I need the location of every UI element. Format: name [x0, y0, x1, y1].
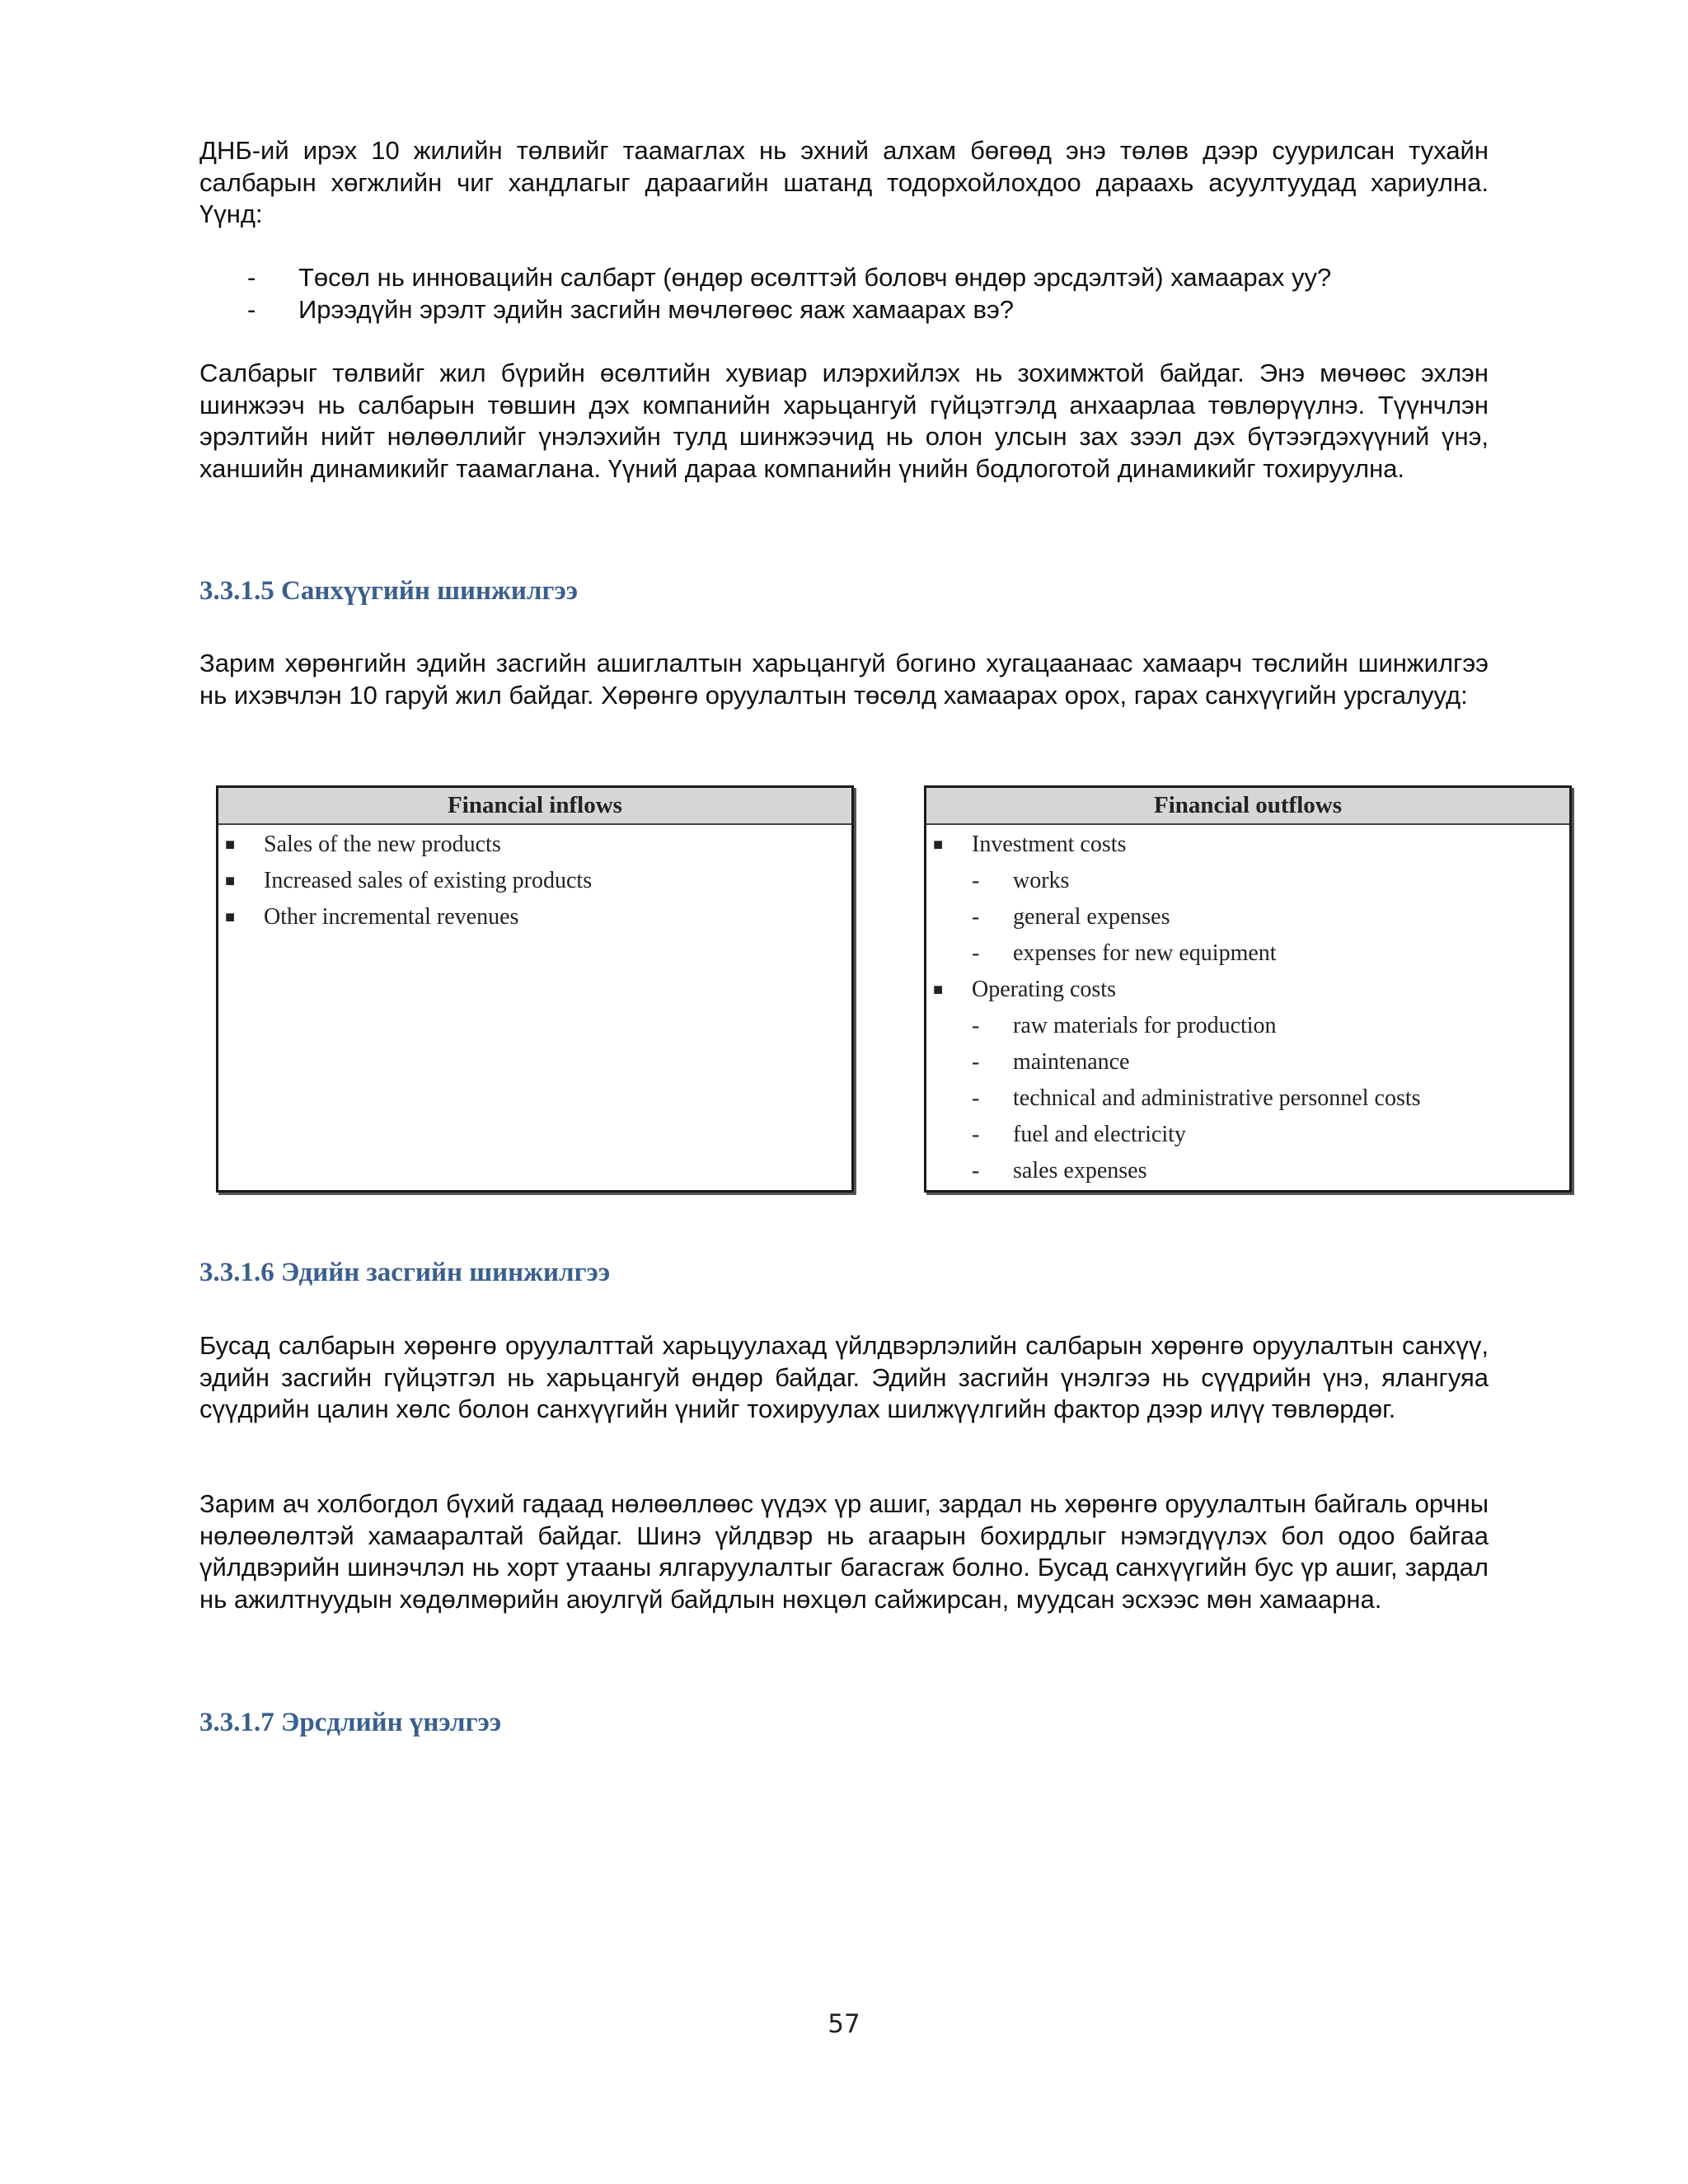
financial-analysis-paragraph: Зарим хөрөнгийн эдийн засгийн ашиглалтын харьцангуй богино хугацаанаас хамаарч төслийн шинжилгээ нь ихэвчлэн 10 гаруй жил байдаг. Хөрөнгө оруулалтын төсөлд хамаарах орох, гарах санхүүгийн урсгалууд: — [199, 649, 1489, 710]
outflow-text: expenses for new equipment — [1013, 940, 1277, 966]
outflows-header: Financial outflows — [926, 788, 1569, 825]
list-item — [926, 1008, 1569, 1044]
inflow-text: Increased sales of existing products — [264, 868, 593, 893]
list-item — [926, 899, 1569, 935]
section-heading-3-3-1-7: 3.3.1.7 Эрсдлийн үнэлгээ — [199, 1708, 502, 1737]
list-item — [218, 899, 851, 935]
intro-paragraph: ДНБ-ий ирэх 10 жилийн төлвийг таамаглах нь эхний алхам бөгөөд энэ төлөв дээр суурилсан тухайн салбарын хөгжлийн чиг хандлагыг дараагийн шатанд тодорхойлохдоо дараахь асуултуудад хариулна. Үүнд: — [199, 136, 1489, 228]
economic-analysis-paragraph-2: Зарим ач холбогдол бүхий гадаад нөлөөллөөс үүдэх үр ашиг, зардал нь хөрөнгө оруулалтын байгаль орчны нөлөөлөлтэй хамааралтай байдаг. Шинэ үйлдвэр нь агаарын бохирдлыг нэмэгдүүлэх бол одоо байгаа үйлдвэрийн шинэчлэл нь хорт утааны ялгаруулалтыг багасгаж болно. Бусад санхүүгийн бус үр ашиг, зардал нь ажилтнуудын хөдөлмөрийн аюулгүй байдлын нөхцөл сайжирсан, муудсан эсхээс мөн хамаарна. — [199, 1489, 1489, 1614]
sector-paragraph: Салбарыг төлвийг жил бүрийн өсөлтийн хувиар илэрхийлэх нь зохимжтой байдаг. Энэ мөчөөс эхлэн шинжээч нь салбарын төвшин дэх компанийн харьцангуй гүйцэтгэлд анхаарлаа төвлөрүүлнэ. Түүнчлэн эрэлтийн нийт нөлөөллийг үнэлэхийн тулд шинжээчид нь олон улсын зах зээл дэх бүтээгдэхүүний үнэ, ханшийн динамикийг таамаглана. Үүний дараа компанийн үнийн бодлоготой динамикийг тохируулна. — [199, 359, 1489, 483]
list-item — [926, 827, 1569, 863]
outflow-text: general expenses — [1013, 904, 1170, 930]
outflow-text: raw materials for production — [1013, 1013, 1277, 1038]
economic-analysis-paragraph-1: Бусад салбарын хөрөнгө оруулалттай харьцуулахад үйлдвэрлэлийн салбарын хөрөнгө оруулалтын санхүү, эдийн засгийн гүйцэтгэл нь харьцангуй өндөр байдаг. Эдийн засгийн үнэлгээ нь сүүдрийн үнэ, ялангуяа сүүдрийн цалин хөлс болон санхүүгийн үнийг тохируулах шилжүүлгийн фактор дээр илүү төвлөрдөг. — [199, 1331, 1489, 1423]
outflow-group-label: Operating costs — [972, 977, 1116, 1002]
outflow-text: fuel and electricity — [1013, 1122, 1186, 1147]
list-item — [247, 262, 1484, 294]
outflow-text: maintenance — [1013, 1049, 1130, 1075]
questions-list — [247, 262, 1484, 326]
inflow-text: Sales of the new products — [264, 832, 501, 857]
dash-marker: - — [972, 1013, 980, 1038]
square-bullet-icon: ■ — [933, 981, 944, 999]
square-bullet-icon: ■ — [933, 836, 944, 854]
square-bullet-icon: ■ — [225, 872, 236, 890]
outflow-group-label: Investment costs — [972, 832, 1127, 857]
page-number: 57 — [828, 2009, 860, 2039]
square-bullet-icon: ■ — [225, 836, 236, 854]
dash-marker: - — [972, 1122, 980, 1147]
outflow-text: works — [1013, 868, 1070, 893]
list-item — [926, 1080, 1569, 1117]
list-item — [247, 294, 1484, 326]
question-text: Ирээдүйн эрэлт эдийн засгийн мөчлөгөөс яаж хамаарах вэ? — [298, 294, 1015, 324]
inflow-text: Other incremental revenues — [264, 904, 519, 930]
section-heading-3-3-1-6: 3.3.1.6 Эдийн засгийн шинжилгээ — [199, 1258, 611, 1287]
list-item — [218, 827, 851, 863]
dash-marker: - — [972, 904, 980, 930]
dash-marker: - — [972, 940, 980, 966]
list-item — [926, 863, 1569, 899]
outflow-text: sales expenses — [1013, 1158, 1147, 1183]
dash-marker: - — [247, 263, 256, 292]
financial-inflows-table — [216, 785, 854, 1193]
square-bullet-icon: ■ — [225, 908, 236, 926]
section-heading-3-3-1-5: 3.3.1.5 Санхүүгийн шинжилгээ — [199, 576, 578, 606]
dash-marker: - — [247, 294, 256, 324]
list-item — [926, 1117, 1569, 1153]
list-item — [926, 1153, 1569, 1189]
dash-marker: - — [972, 868, 980, 893]
list-item — [926, 1044, 1569, 1080]
list-item — [218, 863, 851, 899]
inflows-header: Financial inflows — [218, 788, 851, 825]
dash-marker: - — [972, 1158, 980, 1183]
list-item — [926, 935, 1569, 972]
outflow-text: technical and administrative personnel costs — [1013, 1085, 1421, 1111]
outflows-list — [926, 825, 1569, 1189]
dash-marker: - — [972, 1085, 980, 1111]
question-text: Төсөл нь инновацийн салбарт (өндөр өсөлттэй боловч өндөр эрсдэлтэй) хамаарах уу? — [298, 263, 1332, 292]
dash-marker: - — [972, 1049, 980, 1075]
inflows-list — [218, 825, 851, 935]
list-item — [926, 972, 1569, 1008]
financial-outflows-table — [924, 785, 1572, 1193]
